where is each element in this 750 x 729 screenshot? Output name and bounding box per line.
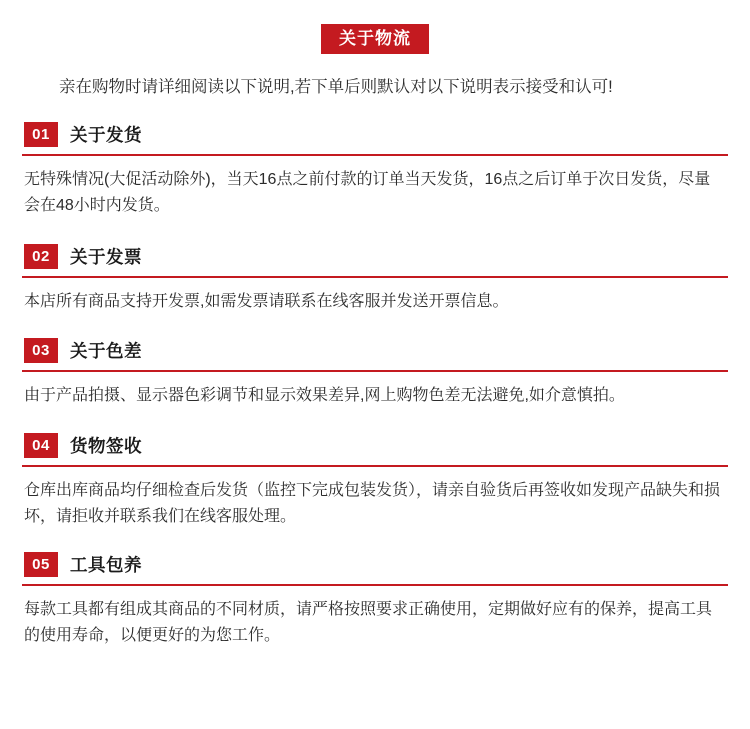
section-04-number: 04 bbox=[24, 433, 58, 458]
section-01-header bbox=[22, 122, 728, 154]
section-02-title: 关于发票 bbox=[70, 246, 142, 267]
page-title-area bbox=[22, 0, 728, 54]
section-02 bbox=[22, 244, 728, 315]
section-05-divider bbox=[22, 584, 728, 586]
section-02-header bbox=[22, 244, 728, 276]
section-03-title: 关于色差 bbox=[70, 341, 142, 362]
section-02-number: 02 bbox=[24, 244, 58, 269]
section-03-divider bbox=[22, 370, 728, 372]
section-05-title: 工具包养 bbox=[70, 555, 142, 576]
section-05 bbox=[22, 552, 728, 649]
section-03 bbox=[22, 338, 728, 409]
section-03-header bbox=[22, 338, 728, 370]
section-04-body: 仓库出库商品均仔细检查后发货（监控下完成包装发货），请亲自验货后再签收如发现产品缺失和损坏，请拒收并联系我们在线客服处理。 bbox=[24, 482, 721, 526]
section-01-divider bbox=[22, 154, 728, 156]
section-05-number: 05 bbox=[24, 552, 58, 577]
section-05-header bbox=[22, 552, 728, 584]
section-01 bbox=[22, 122, 728, 219]
section-01-number: 01 bbox=[24, 122, 58, 147]
section-04-title: 货物签收 bbox=[70, 436, 142, 457]
page-title: 关于物流 bbox=[321, 24, 429, 54]
section-03-body: 由于产品拍摄、显示器色彩调节和显示效果差异,网上购物色差无法避免,如介意慎拍。 bbox=[24, 387, 625, 405]
section-03-number: 03 bbox=[24, 338, 58, 363]
section-04-header bbox=[22, 433, 728, 465]
section-02-body: 本店所有商品支持开发票,如需发票请联系在线客服并发送开票信息。 bbox=[24, 292, 509, 310]
intro-text: 亲在购物时请详细阅读以下说明,若下单后则默认对以下说明表示接受和认可! bbox=[59, 78, 613, 96]
section-05-body: 每款工具都有组成其商品的不同材质，请严格按照要求正确使用，定期做好应有的保养，提高工具的使用寿命，以便更好的为您工作。 bbox=[24, 601, 713, 645]
section-01-title: 关于发货 bbox=[70, 124, 142, 145]
section-04-divider bbox=[22, 465, 728, 467]
section-02-divider bbox=[22, 276, 728, 278]
section-01-body: 无特殊情况(大促活动除外)，当天16点之前付款的订单当天发货，16点之后订单于次日发货，尽量会在48小时内发货。 bbox=[24, 170, 711, 214]
section-04 bbox=[22, 433, 728, 530]
